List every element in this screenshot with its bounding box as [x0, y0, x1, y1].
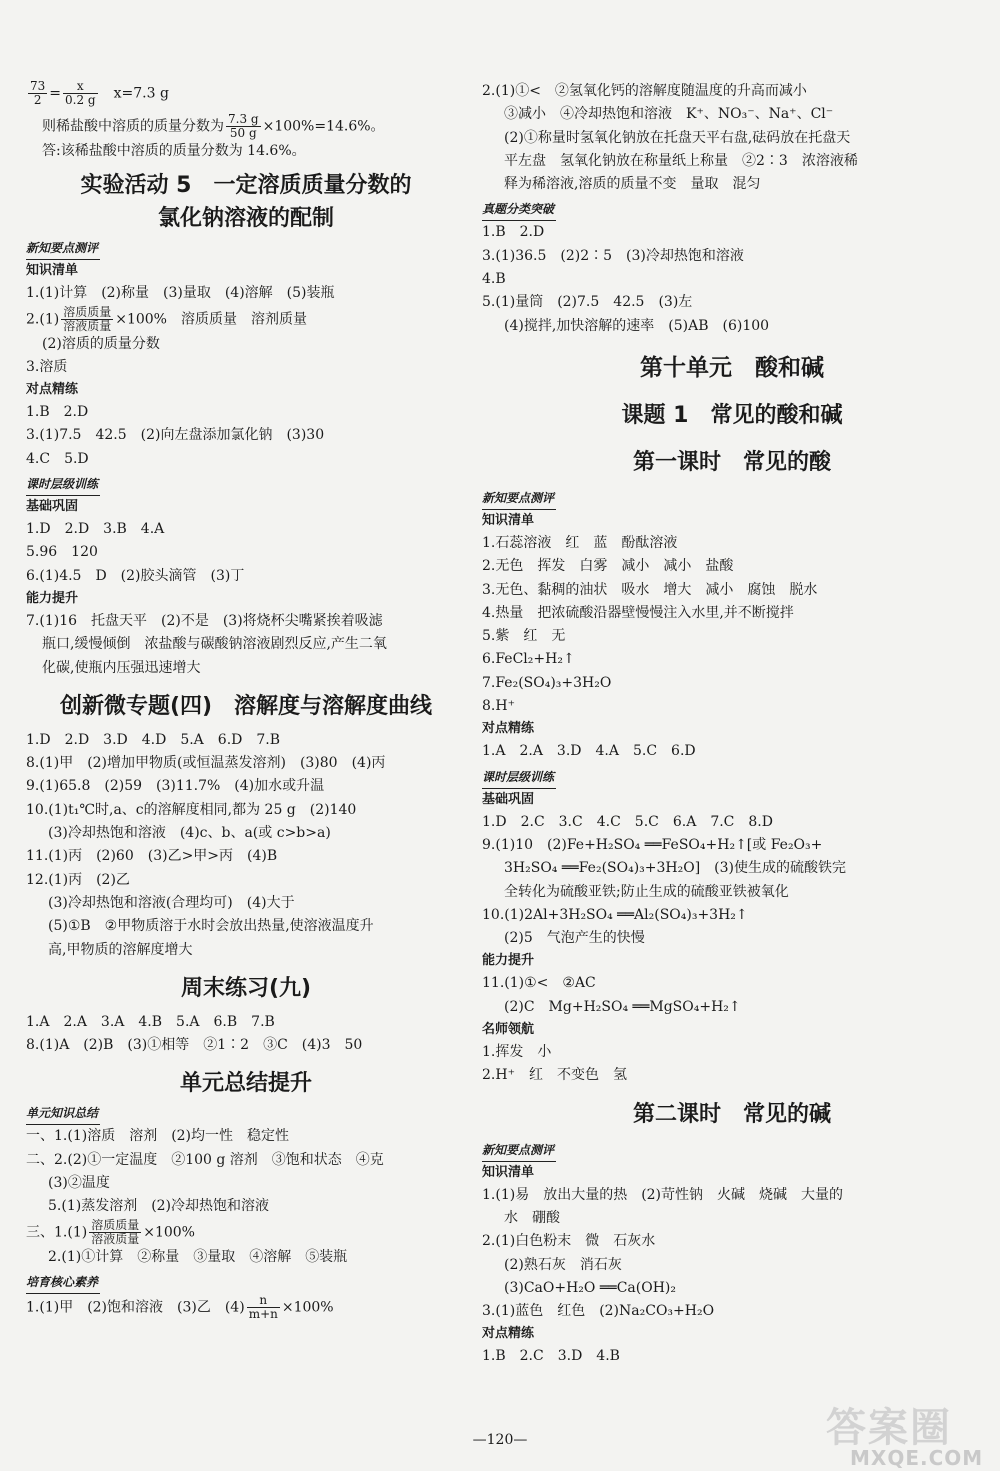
answer-line: 8.H⁺ [482, 698, 515, 715]
answer-line: 8.(1)A (2)B (3)①相等 ②1∶2 ③C (4)3 50 [26, 1037, 363, 1054]
answer-line: 4.C 5.D [26, 450, 89, 467]
answer-line: 2.无色 挥发 白雾 减小 减小 盐酸 [482, 558, 734, 575]
answer-line: 9.(1)65.8 (2)59 (3)11.7% (4)加水或升温 [26, 778, 325, 795]
answer-line: 水 硼酸 [504, 1209, 560, 1226]
answer-line: 3.(1)蓝色 红色 (2)Na₂CO₃+H₂O [482, 1303, 715, 1320]
fraction: $\frac{\text{溶质质量}}{\text{溶液质量}}$ [63, 304, 112, 333]
section-label: 课时层级训练 [26, 473, 100, 496]
answer-line: (3)②温度 [48, 1175, 110, 1192]
answer-line: 1.B 2.C 3.D 4.B [482, 1348, 620, 1365]
page-number: —120— [472, 1432, 528, 1448]
answer-line: 全转化为硫酸亚铁;防止生成的硫酸亚铁被氧化 [504, 883, 789, 900]
fraction: $\frac{\text{溶质质量}}{\text{溶液质量}}$ [91, 1217, 140, 1246]
answer-line: 3H₂SO₄ ══Fe₂(SO₄)₃+3H₂O] (3)使生成的硫酸铁完 [504, 860, 847, 877]
subsection-label: 知识清单 [482, 512, 535, 528]
section-label: 新知要点测评 [26, 237, 100, 260]
answer-line: 4.热量 把浓硫酸沿器壁慢慢注入水里,并不断搅拌 [482, 604, 794, 621]
answer-line: 10.(1)t₁℃时,a、c的溶解度相同,都为 25 g (2)140 [26, 801, 357, 818]
lesson-title: 课题 1 常见的酸和碱 [621, 402, 843, 428]
section-label: 单元知识总结 [26, 1102, 100, 1125]
answer-line: 1.B 2.D [26, 404, 89, 421]
answer-line: 1.(1)易 放出大量的热 (2)苛性钠 火碱 烧碱 大量的 [482, 1186, 844, 1203]
calc-line: $\frac{73}{2}$ = $\frac{x}{0.2 g}$ x=7.3 g [30, 79, 169, 107]
section-label: 新知要点测评 [482, 487, 556, 510]
period-title: 第一课时 常见的酸 [632, 449, 831, 475]
answer-line: 1.(1)甲 (2)饱和溶液 (3)乙 (4) $\frac{n}{m+n}$ ×100% [26, 1292, 334, 1321]
answer-line: 2.(1)白色粉末 微 石灰水 [482, 1233, 656, 1250]
section-title: 单元总结提升 [179, 1071, 312, 1097]
answer-line: 2.(1)①计算 ②称量 ③量取 ④溶解 ⑤装瓶 [48, 1248, 348, 1265]
answer-line: 10.(1)2Al+3H₂SO₄ ══Al₂(SO₄)₃+3H₂↑ [482, 906, 748, 923]
answer-line: 12.(1)丙 (2)乙 [26, 871, 130, 888]
fraction: $\frac{73}{2}$ [30, 79, 46, 107]
answer-line: 平左盘 氢氧化钠放在称量纸上称量 ②2∶3 浓溶液稀 [504, 152, 858, 169]
answer-line: 4.B [482, 271, 506, 288]
subsection-label: 对点精练 [26, 382, 79, 398]
section-title: 创新微专题(四) 溶解度与溶解度曲线 [59, 693, 433, 719]
section-title: 氯化钠溶液的配制 [157, 206, 334, 232]
answer-line: (2)5 气泡产生的快慢 [504, 930, 645, 947]
subsection-label: 名师领航 [482, 1022, 535, 1038]
answer-line: 8.(1)甲 (2)增加甲物质(或恒温蒸发溶剂) (3)80 (4)丙 [26, 755, 386, 772]
subsection-label: 知识清单 [482, 1164, 535, 1180]
answer-line: 高,甲物质的溶解度增大 [48, 941, 193, 958]
answer-line: 二、2.(2)①一定温度 ②100 g 溶剂 ③饱和状态 ④克 [26, 1151, 384, 1168]
mass-fraction-line: 则稀盐酸中溶质的质量分数为 $\frac{7.3 g}{50 g}$ ×100%=14.6%。 [42, 112, 385, 140]
subsection-label: 知识清单 [26, 263, 79, 279]
subsection-label: 对点精练 [482, 721, 535, 737]
answer-line: 5.(1)蒸发溶剂 (2)冷却热饱和溶液 [48, 1198, 270, 1215]
answer-line: 2.(1) $\frac{\text{溶质质量}}{\text{溶液质量}}$ ×100% 溶质质量 溶剂质量 [26, 304, 307, 333]
answer-line: 1.石蕊溶液 红 蓝 酚酞溶液 [482, 534, 678, 551]
unit-title: 第十单元 酸和碱 [640, 354, 824, 381]
answer-line: 1.(1)计算 (2)称量 (3)量取 (4)溶解 (5)装瓶 [26, 285, 335, 302]
answer-line: 1.D 2.C 3.C 4.C 5.C 6.A 7.C 8.D [482, 813, 773, 830]
answer-line: (2)熟石灰 消石灰 [504, 1256, 622, 1273]
subsection-label: 基础巩固 [482, 791, 535, 807]
answer-line: 2.(1)①< ②氢氧化钙的溶解度随温度的升高而减小 [482, 83, 807, 99]
answer-line: 3.(1)36.5 (2)2∶5 (3)冷却热饱和溶液 [482, 247, 744, 264]
answer-line: 7.(1)16 托盘天平 (2)不是 (3)将烧杯尖嘴紧挨着吸滤 [26, 612, 383, 629]
answer-line: 2.H⁺ 红 不变色 氢 [482, 1067, 627, 1084]
answer-line: (3)冷却热饱和溶液(合理均可) (4)大于 [48, 894, 295, 911]
answer-line: 1.D 2.D 3.D 4.D 5.A 6.D 7.B [26, 731, 281, 748]
right-column [482, 80, 982, 1369]
section-label: 新知要点测评 [482, 1139, 556, 1162]
answer-line: (3)冷却热饱和溶液 (4)c、b、a(或 c>b>a) [48, 825, 331, 842]
subsection-label: 能力提升 [26, 590, 79, 606]
answer-line: 瓶口,缓慢倾倒 浓盐酸与碳酸钠溶液剧烈反应,产生二氧 [42, 636, 387, 653]
answer-line: 1.D 2.D 3.B 4.A [26, 521, 165, 538]
answer-line: (5)①B ②甲物质溶于水时会放出热量,使溶液温度升 [48, 918, 374, 935]
answer-line: 3.(1)7.5 42.5 (2)向左盘添加氯化钠 (3)30 [26, 427, 325, 444]
section-title: 实验活动 5 一定溶质质量分数的 [80, 173, 412, 199]
section-title: 周末练习(九) [180, 975, 312, 1001]
answer-line: 化碳,使瓶内压强迅速增大 [42, 659, 201, 676]
answer-line: ③减小 ④冷却热饱和溶液 K⁺、NO₃⁻、Na⁺、Cl⁻ [504, 106, 834, 123]
answer-line: 1.A 2.A 3.D 4.A 5.C 6.D [482, 743, 696, 760]
answer-line: 1.B 2.D [482, 224, 545, 241]
answer-line: 6.(1)4.5 D (2)胶头滴管 (3)丁 [26, 567, 245, 584]
answer-line: 一、1.(1)溶质 溶剂 (2)均一性 稳定性 [26, 1128, 290, 1145]
answer-line: 3.溶质 [26, 358, 68, 375]
subsection-label: 能力提升 [482, 953, 535, 969]
answer-line: 1.挥发 小 [482, 1044, 552, 1061]
subsection-label: 基础巩固 [26, 499, 79, 515]
fraction: $\frac{n}{m+n}$ [248, 1292, 278, 1321]
fraction: $\frac{x}{0.2 g}$ [65, 79, 96, 107]
answer-line: (2)溶质的质量分数 [42, 335, 160, 352]
section-label: 课时层级训练 [482, 766, 556, 789]
period-title: 第二课时 常见的碱 [632, 1101, 831, 1127]
answer-line: 释为稀溶液,溶质的质量不变 量取 混匀 [504, 176, 761, 193]
section-label: 真题分类突破 [482, 198, 556, 221]
fraction: $\frac{7.3 g}{50 g}$ [228, 112, 259, 140]
left-column [26, 80, 466, 1321]
watermark-logo: 答案圈 [826, 1405, 952, 1451]
subsection-label: 对点精练 [482, 1326, 535, 1342]
answer-line: 1.A 2.A 3.A 4.B 5.A 6.B 7.B [26, 1013, 275, 1030]
answer-line: 9.(1)10 (2)Fe+H₂SO₄ ══FeSO₄+H₂↑[或 Fe₂O₃+ [482, 836, 823, 853]
section-label: 培育核心素养 [26, 1271, 100, 1294]
answer-line: 7.Fe₂(SO₄)₃+3H₂O [482, 674, 612, 691]
answer-line: 答:该稀盐酸中溶质的质量分数为 14.6%。 [42, 143, 306, 159]
answer-line: 11.(1)丙 (2)60 (3)乙>甲>丙 (4)B [26, 848, 278, 865]
answer-line: 11.(1)①< ②AC [482, 975, 596, 992]
answer-line: (3)CaO+H₂O ══Ca(OH)₂ [504, 1279, 676, 1296]
answer-line: 5.96 120 [26, 544, 98, 561]
answer-line: 3.无色、黏稠的油状 吸水 增大 减小 腐蚀 脱水 [482, 581, 818, 598]
answer-line: (2)①称量时氢氧化钠放在托盘天平右盘,砝码放在托盘天 [504, 129, 851, 146]
answer-line: 5.(1)量筒 (2)7.5 42.5 (3)左 [482, 294, 693, 311]
watermark-url: MXQE.COM [850, 1446, 984, 1470]
answer-line: 6.FeCl₂+H₂↑ [482, 651, 575, 668]
answer-line: 三、1.(1) $\frac{\text{溶质质量}}{\text{溶液质量}}$ ×100% [26, 1217, 195, 1246]
answer-line: (2)C Mg+H₂SO₄ ══MgSO₄+H₂↑ [504, 998, 741, 1015]
answer-line: (4)搅拌,加快溶解的速率 (5)AB (6)100 [504, 317, 770, 334]
answer-line: 5.紫 红 无 [482, 628, 566, 645]
